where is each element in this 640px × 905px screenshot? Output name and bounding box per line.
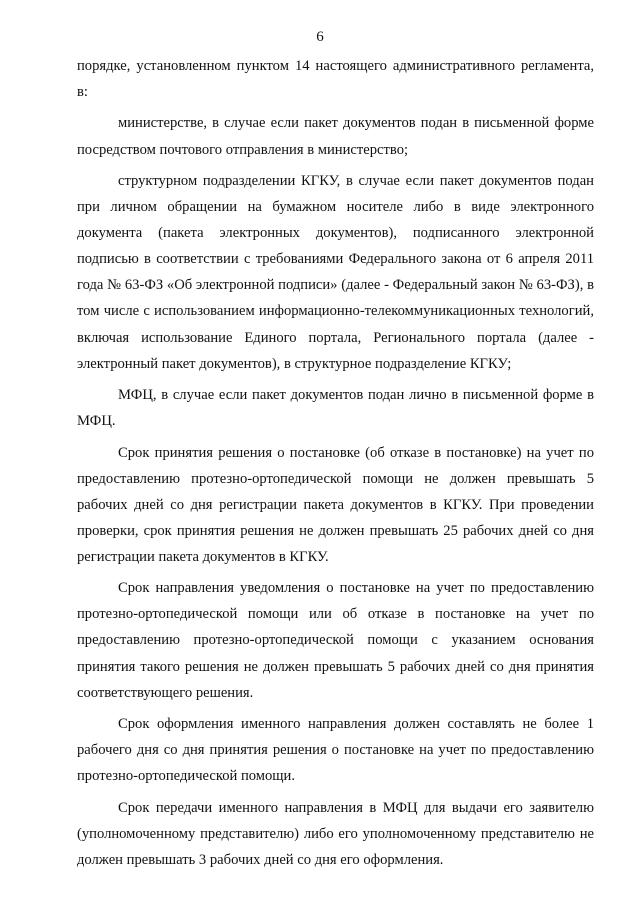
paragraph-5: Срок принятия решения о постановке (об отказе в постановке) на учет по предоставлению протезно-ортопедической помощи не должен превышать 5 рабочих дней со дня регистрации пакета документов в КГКУ. При проведении проверки, срок принятия решения не должен превышать 25 рабочих дней со дня регистрации пакета документов в КГКУ.	[77, 444, 594, 565]
paragraph-7: Срок оформления именного направления должен составлять не более 1 рабочего дня со дня принятия решения о постановке на учет по предоставлению протезно-ортопедической помощи.	[77, 716, 594, 785]
page-number: 6	[316, 29, 324, 45]
paragraph-1: порядке, установленном пунктом 14 настоящего административного регламента, в:	[77, 58, 594, 101]
document-body	[77, 53, 594, 878]
paragraph-8: Срок передачи именного направления в МФЦ для выдачи его заявителю (уполномоченному представителю) либо его уполномоченному представителю не должен превышать 3 рабочих дней со дня его оформления.	[77, 799, 594, 868]
paragraph-6: Срок направления уведомления о постановке на учет по предоставлению протезно-ортопедической помощи или об отказе в постановке на учет по предоставлению протезно-ортопедической помощи с указанием основания принятия такого решения не должен превышать 5 рабочих дней со дня принятия соответствующего решения.	[77, 580, 594, 701]
paragraph-2: министерстве, в случае если пакет документов подан в письменной форме посредством почтового отправления в министерство;	[77, 115, 594, 158]
paragraph-3: структурном подразделении КГКУ, в случае если пакет документов подан при личном обращении на бумажном носителе либо в виде электронного документа (пакета электронных документов), подписанного электронной подписью в соответствии с требованиями Федерального закона от 6 апреля 2011 года № 63-ФЗ «Об электронной подписи» (далее - Федеральный закон № 63-ФЗ), в том числе с использованием информационно-телекоммуникационных технологий, включая использование Единого портала, Регионального портала (далее - электронный пакет документов), в структурное подразделение КГКУ;	[77, 172, 594, 372]
paragraph-4: МФЦ, в случае если пакет документов подан лично в письменной форме в МФЦ.	[77, 387, 594, 430]
